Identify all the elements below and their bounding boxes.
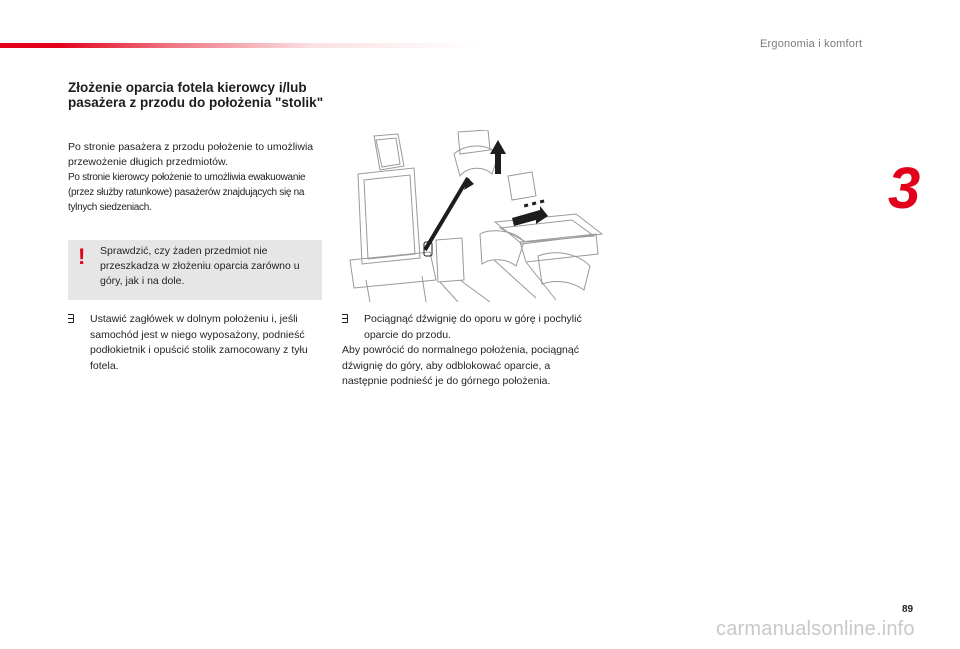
page-number: 89 [902, 604, 914, 615]
watermark: carmanualsonline.info [716, 618, 915, 640]
warning-icon: ! [78, 244, 86, 269]
step-note: Aby powrócić do normalnego położenia, pociągnąć dźwignię do góry, aby odblokować oparcie, a następnie podnieść je do górnego położenia. [342, 344, 579, 387]
seat-folding-illustration [340, 130, 615, 302]
header-accent-bar [0, 43, 480, 48]
step-bullet-icon [68, 314, 74, 323]
intro-paragraph-driver: Po stronie kierowcy położenie to umożliwia ewakuowanie (przez służby ratunkowe) pasażerów znajdujących się na tylnych siedzeniach. [68, 172, 306, 213]
intro-paragraph-passenger: Po stronie pasażera z przodu położenie to umożliwia przewożenie długich przedmiotów. [68, 141, 314, 168]
page-heading: Złożenie oparcia fotela kierowcy i/lub pasażera z przodu do położenia "stolik" [68, 80, 324, 110]
warning-text: Sprawdzić, czy żaden przedmiot nie przeszkadza w złożeniu oparcia zarówno u góry, jak i na dole. [100, 245, 300, 287]
section-title: Ergonomia i komfort [760, 38, 863, 50]
step-text: Ustawić zagłówek w dolnym położeniu i, jeśli samochód jest w niego wyposażony, podnieść podłokietnik i opuścić stolik zamocowany z tyłu fotela. [90, 313, 308, 372]
step-bullet-icon [342, 314, 348, 323]
chapter-number: 3 [888, 156, 921, 221]
step-fold-backrest [342, 312, 592, 390]
warning-box [68, 240, 322, 300]
step-text: Pociągnąć dźwignię do oporu w górę i pochylić oparcie do przodu. [364, 313, 582, 341]
intro-text [68, 140, 328, 215]
step-headrest [68, 312, 328, 374]
